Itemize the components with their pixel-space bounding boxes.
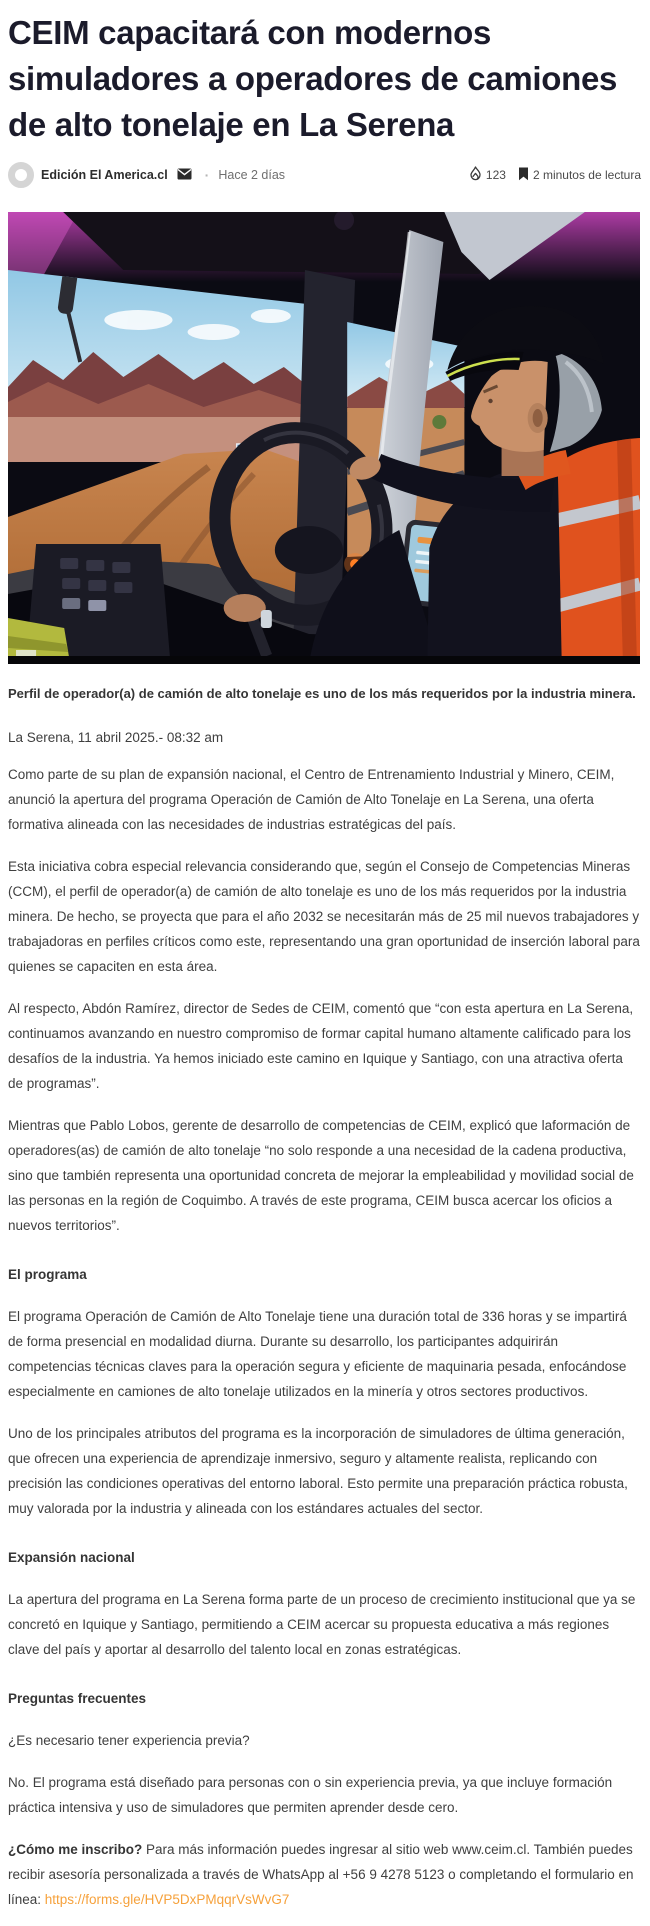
paragraph-2: Esta iniciativa cobra especial relevancia considerando que, según el Consejo de Competencias Mineras (CCM), el perfil de operador(a) de camión de alto tonelaje es uno de los más requeridos por la industria minera. De hecho, se proyecta que para el año 2032 se necesitarán más de 25 mil nuevos trabajadores y trabajadoras en perfiles críticos como este, representando una gran oportunidad de inserción laboral para quienes se capaciten en esta área. [8,859,640,974]
author-avatar[interactable] [8,162,34,188]
paragraph-7: La apertura del programa en La Serena forma parte de un proceso de crecimiento institucional que ya se concretó en Iquique y Santiago, permitiendo a CEIM acercar su propuesta educativa a más regiones clave del país y aportar al desarrollo del talento local en zonas estratégicas. [8,1592,636,1657]
signup-lead: ¿Cómo me inscribo? [8,1842,143,1857]
bookmark-icon [518,167,529,184]
views-count: 123 [485,168,506,182]
faq-answer: No. El programa está diseñado para personas con o sin experiencia previa, ya que incluye formación práctica intensiva y uso de simuladores que permiten aprender desde cero. [8,1775,613,1815]
read-time-label: 2 minutos de lectura [532,168,641,182]
simulator-photo-illustration [8,212,640,664]
paragraph-5: El programa Operación de Camión de Alto Tonelaje tiene una duración total de 336 horas y se impartirá de forma presencial en modalidad diurna. Durante su desarrollo, los participantes adquirirán competencias técnicas claves para la operación segura y eficiente de maquinaria pesada, enfocándose especialmente en camiones de alto tonelaje utilizados en la minería y otros sectores productivos. [8,1309,627,1399]
envelope-icon[interactable] [177,167,192,185]
meta-separator: · [204,167,210,183]
article-title: CEIM capacitará con modernos simuladores a operadores de camiones de alto tonelaje en La Serena [8,14,618,143]
author-name[interactable]: Edición El America.cl [41,168,168,182]
heading-el-programa: El programa [8,1267,87,1282]
heading-expansion-nacional: Expansión nacional [8,1550,135,1565]
article-meta-row [8,162,641,188]
article-stats [469,166,641,184]
heading-preguntas-frecuentes: Preguntas frecuentes [8,1691,147,1706]
byline [8,162,285,188]
faq-question: ¿Es necesario tener experiencia previa? [8,1733,250,1748]
views-stat [469,166,506,184]
signup-form-link[interactable]: https://forms.gle/HVP5DxPMqqrVsWvG7 [44,1892,290,1907]
published-time: Hace 2 días [218,168,286,182]
signup-text: Para más información puedes ingresar al sitio web www.ceim.cl. También puedes recibir asesoría personalizada a través de WhatsApp al +56 9 4278 5123 o completando el formulario en línea: [8,1842,634,1907]
image-caption: Perfil de operador(a) de camión de alto tonelaje es uno de los más requeridos por la industria minera. [8,686,636,701]
read-time-stat [518,167,641,184]
hero-image [8,212,640,664]
article-body [8,730,641,1912]
paragraph-1: Como parte de su plan de expansión nacional, el Centro de Entrenamiento Industrial y Minero, CEIM, anunció la apertura del programa Operación de Camión de Alto Tonelaje en La Serena, una oferta formativa alineada con las necesidades de industrias estratégicas del país. [8,767,615,832]
paragraph-3: Al respecto, Abdón Ramírez, director de Sedes de CEIM, comentó que “con esta apertura en La Serena, continuamos avanzando en nuestro compromiso de formar capital humano altamente calificado para los desafíos de la industria. Ya hemos iniciado este camino en Iquique y Santiago, con una atractiva oferta de programas”. [8,1001,634,1091]
dateline: La Serena, 11 abril 2025.- 08:32 am [8,730,224,745]
flame-icon [469,166,482,184]
signup-paragraph [8,1837,641,1912]
paragraph-6: Uno de los principales atributos del programa es la incorporación de simuladores de última generación, que ofrecen una experiencia de aprendizaje inmersivo, seguro y altamente realista, replicando con precisión las condiciones operativas del entorno laboral. Esto permite una preparación práctica robusta, muy valorada por la industria y alineada con los estándares actuales del sector. [8,1426,628,1516]
paragraph-4: Mientras que Pablo Lobos, gerente de desarrollo de competencias de CEIM, explicó que laformación de operadores(as) de camión de alto tonelaje “no solo responde a una necesidad de la cadena productiva, sino que también representa una oportunidad concreta de mejorar la empleabilidad y movilidad social de las personas en la región de Coquimbo. A través de este programa, CEIM busca acercar los oficios a nuevos territorios”. [8,1118,634,1233]
